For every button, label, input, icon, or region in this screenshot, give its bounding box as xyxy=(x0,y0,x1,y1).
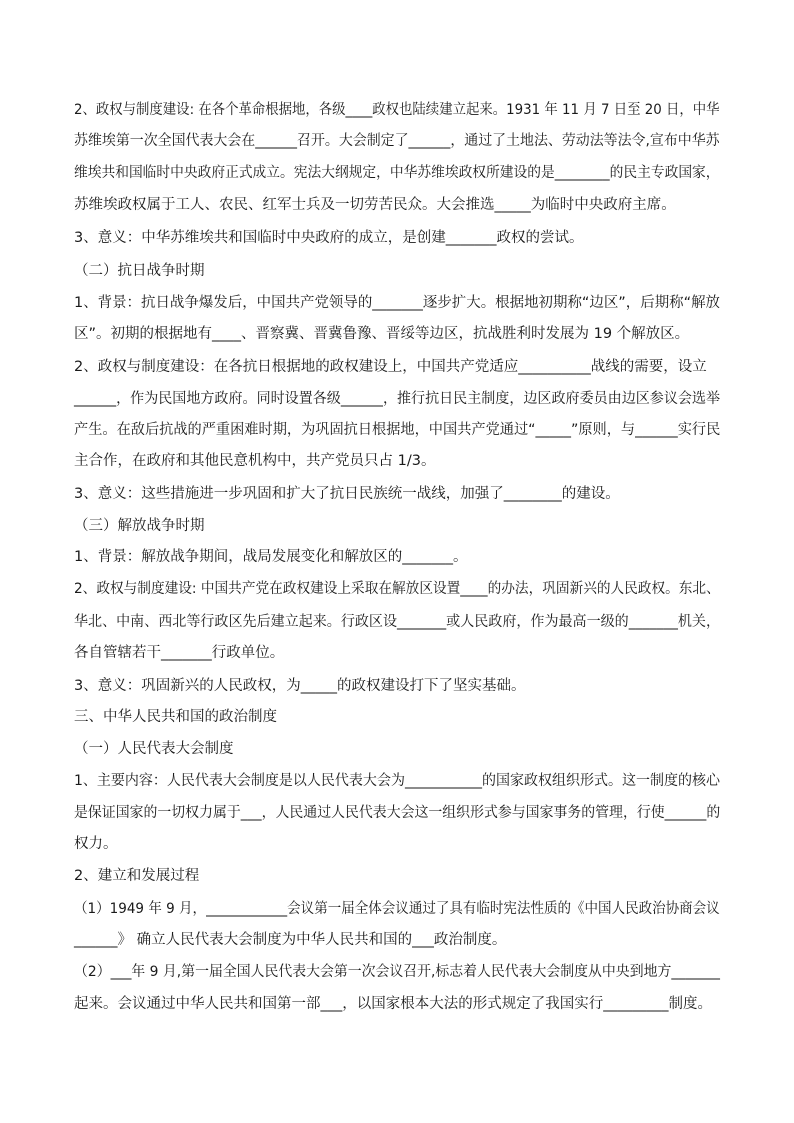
section-heading: （三）解放战争时期 xyxy=(74,518,205,534)
chapter-heading: 三、中华人民共和国的政治制度 xyxy=(74,709,277,725)
text-line: 1、背景：解放战争期间，战局发展变化和解放区的_______。 xyxy=(74,549,468,565)
text-line: 维埃共和国临时中央政府正式成立。宪法大纲规定，中华苏维埃政权所建设的是________的民主专政国家， xyxy=(74,165,720,181)
text-line: 苏维埃第一次全国代表大会在______召开。大会制定了______，通过了土地法、劳动法等法令,宣布中华苏 xyxy=(74,133,720,149)
section-heading: （一）人民代表大会制度 xyxy=(74,741,234,757)
text-line: 产生。在敌后抗战的严重困难时期，为巩固抗日根据地，中国共产党通过“_____”原则，与______实行民 xyxy=(74,422,721,438)
text-line: 1、主要内容：人民代表大会制度是以人民代表大会为___________的国家政权组织形式。这一制度的核心 xyxy=(74,773,720,789)
text-line: ______》 确立人民代表大会制度为中华人民共和国的___政治制度。 xyxy=(74,932,507,948)
text-line: 2、政权与制度建设: 在各个革命根据地，各级____政权也陆续建立起来。1931 年 11 月 7 日至 20 日，中华 xyxy=(74,102,720,118)
text-line: 各自管辖若干_______行政单位。 xyxy=(74,645,285,661)
text-line: 是保证国家的一切权力属于___，人民通过人民代表大会这一组织形式参与国家事务的管理，行使______的 xyxy=(74,805,721,821)
section-heading: （二）抗日战争时期 xyxy=(74,263,205,279)
text-line: ______，作为民国地方政府。同时设置各级______，推行抗日民主制度，边区政府委员由边区参议会选举 xyxy=(74,391,720,407)
text-line: 起来。会议通过中华人民共和国第一部___，以国家根本大法的形式规定了我国实行_________制度。 xyxy=(74,996,712,1012)
text-line: 苏维埃政权属于工人、农民、红军士兵及一切劳苦民众。大会推选_____为临时中央政府主席。 xyxy=(74,197,676,213)
text-line: 3、意义：中华苏维埃共和国临时中央政府的成立，是创建_______政权的尝试。 xyxy=(74,230,584,246)
text-line: 3、意义：这些措施进一步巩固和扩大了抗日民族统一战线，加强了________的建设。 xyxy=(74,486,620,502)
text-line: 区”。初期的根据地有____、晋察冀、晋冀鲁豫、晋绥等边区，抗战胜利时发展为 19 个解放区。 xyxy=(74,326,690,342)
text-line: （2）___年 9 月,第一届全国人民代表大会第一次会议召开,标志着人民代表大会制度从中央到地方_______ xyxy=(74,964,720,980)
text-line: 3、意义：巩固新兴的人民政权，为_____的政权建设打下了坚实基础。 xyxy=(74,678,526,694)
text-line: 主合作，在政府和其他民意机构中，共产党员只占 1/3。 xyxy=(74,453,436,469)
text-line: 华北、中南、西北等行政区先后建立起来。行政区设_______或人民政府，作为最高一级的_______机关， xyxy=(74,614,720,630)
text-line: 2、政权与制度建设：在各抗日根据地的政权建设上，中国共产党适应__________战线的需要，设立 xyxy=(74,359,707,375)
text-line: 权力。 xyxy=(74,836,118,852)
text-line: 1、背景：抗日战争爆发后，中国共产党领导的_______逐步扩大。根据地初期称“边区”，后期称“解放 xyxy=(74,295,721,311)
subsection-heading: 2、建立和发展过程 xyxy=(74,868,200,884)
text-line: 2、政权与制度建设: 中国共产党在政权建设上采取在解放区设置____的办法，巩固新兴的人民政权。东北、 xyxy=(74,581,720,597)
text-line: （1）1949 年 9 月，____________会议第一届全体会议通过了具有临时宪法性质的《中国人民政治协商会议 xyxy=(74,901,720,917)
